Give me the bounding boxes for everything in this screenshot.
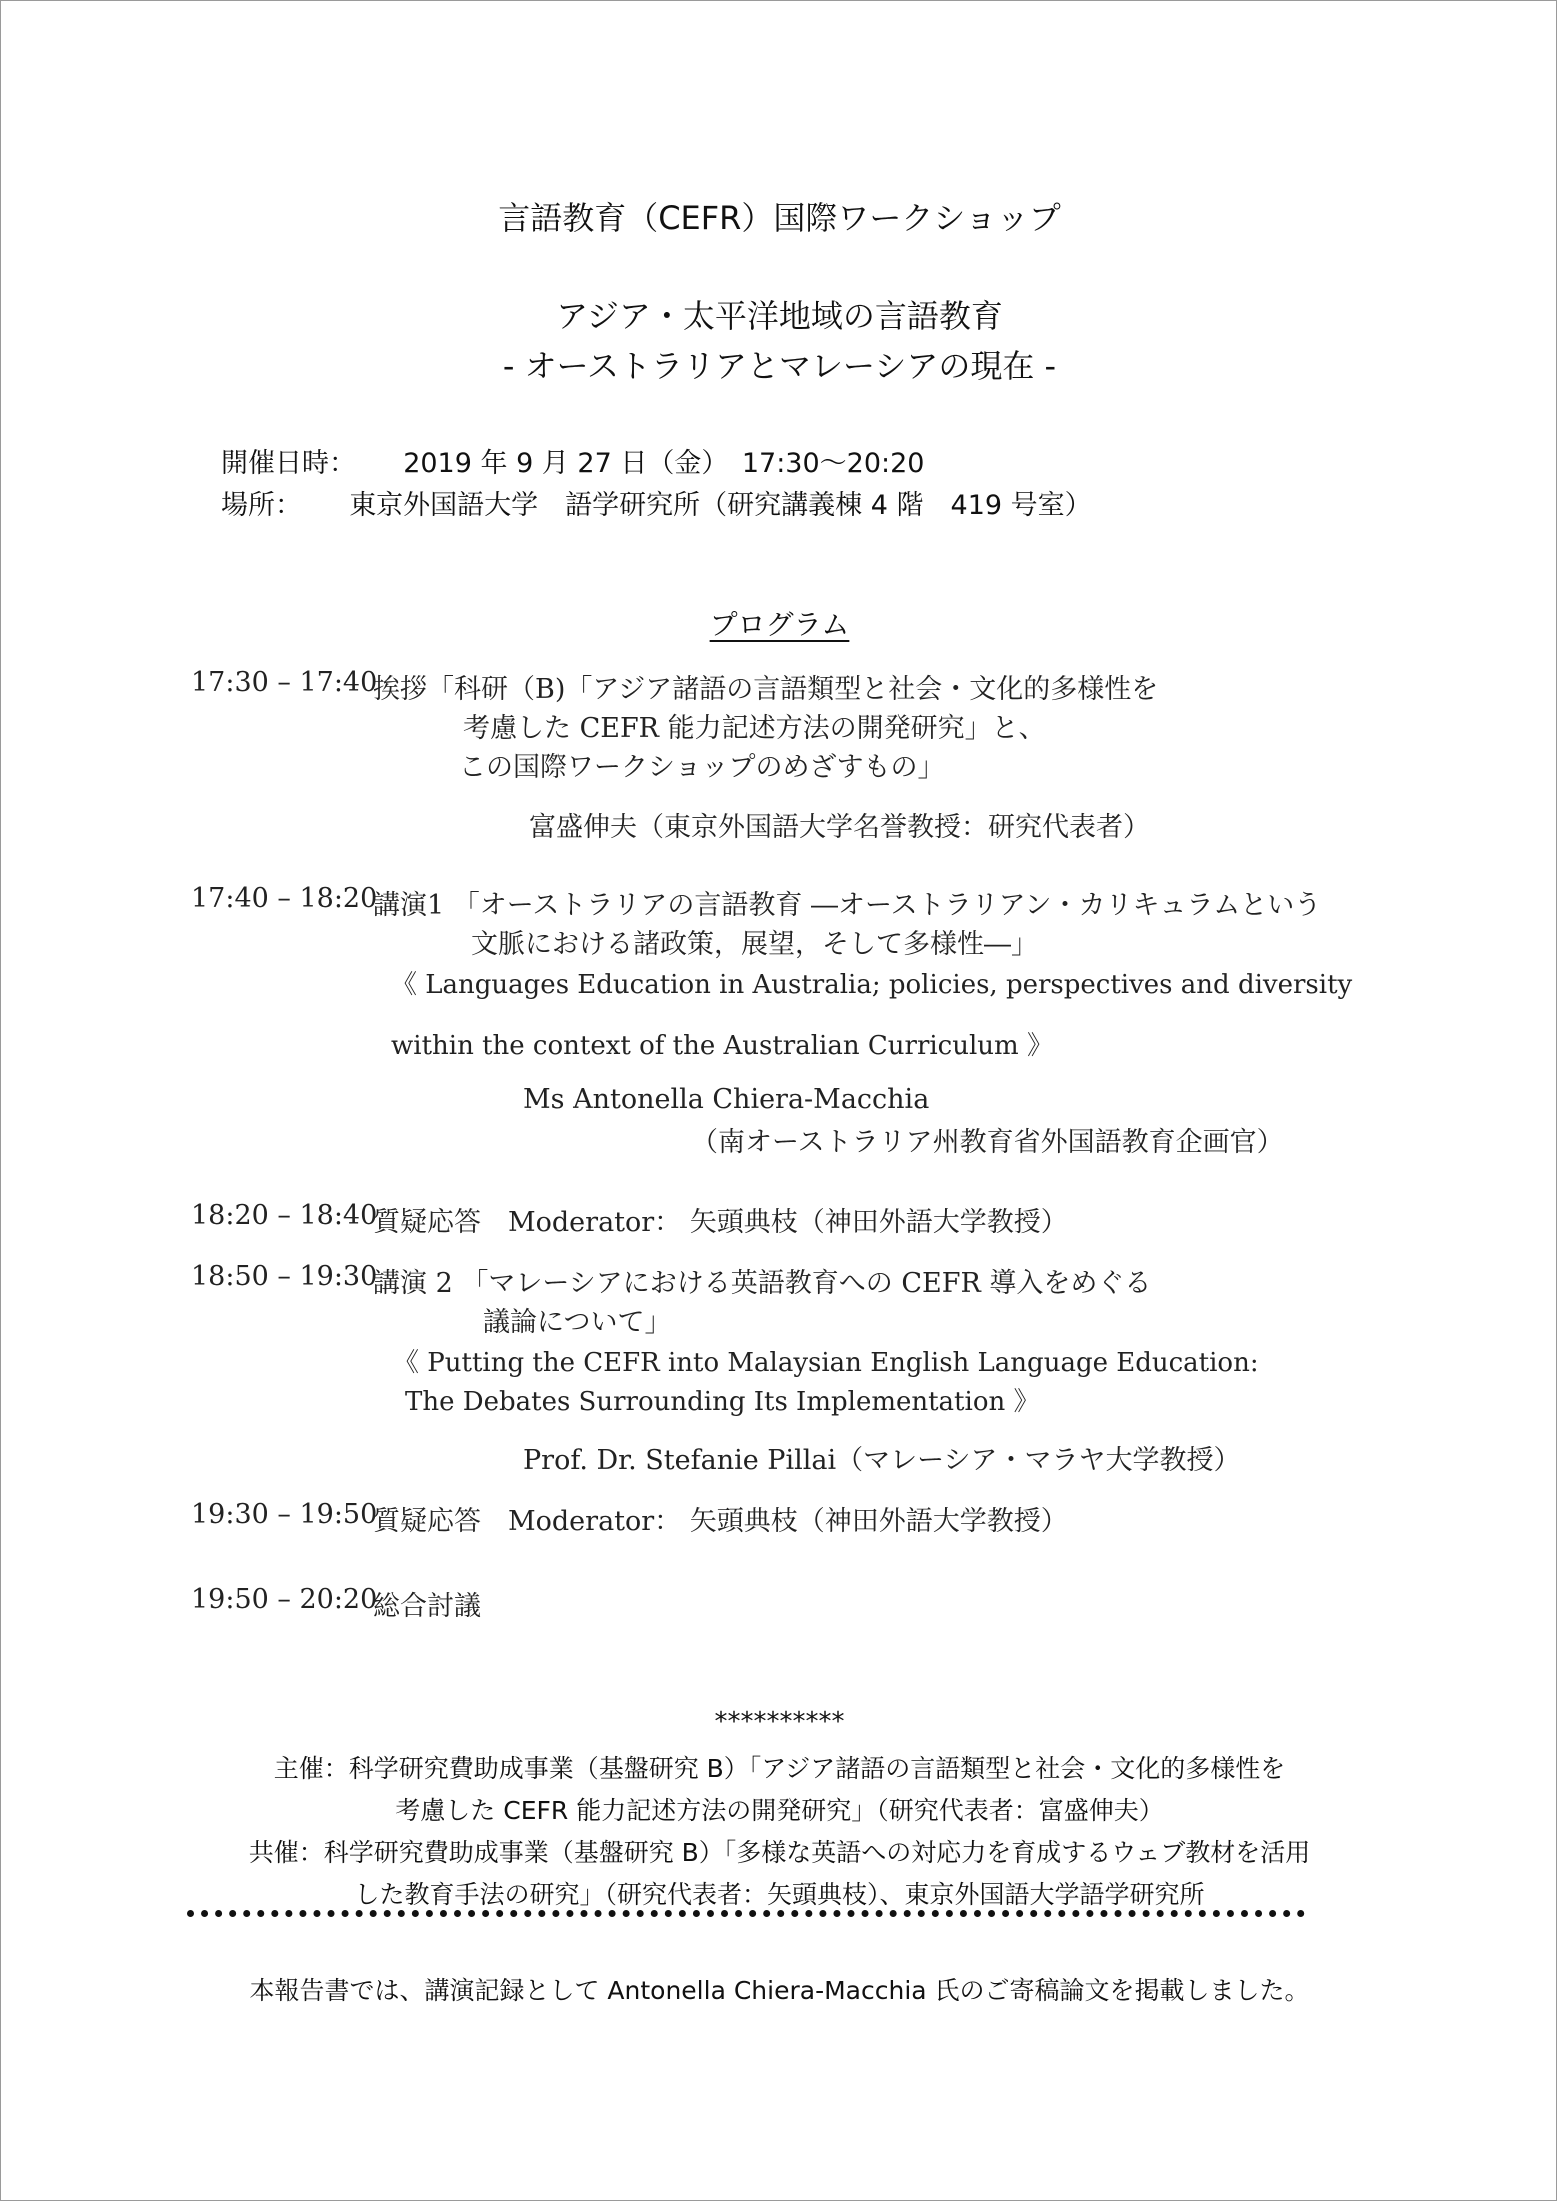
program-speaker: 富盛伸夫（東京外国語大学名誉教授：研究代表者） (529, 812, 1150, 843)
event-date-row (221, 441, 924, 480)
event-place-label: 場所： (221, 490, 302, 521)
program-line: この国際ワークショップのめざすもの」 (459, 752, 945, 783)
workshop-title: 言語教育（CEFR）国際ワークショップ (498, 199, 1061, 237)
program-speaker: Ms Antonella Chiera-Macchia (523, 1084, 930, 1115)
sponsor-line: 主催：科学研究費助成事業（基盤研究 B）「アジア諸語の言語類型と社会・文化的多様性を (273, 1754, 1286, 1783)
program-english-line: 《 Languages Education in Australia; policies, perspectives and diversity (391, 970, 1353, 1000)
program-heading: プログラム (709, 608, 850, 641)
program-english-line: The Debates Surrounding Its Implementation 》 (405, 1387, 1040, 1417)
program-line: 質疑応答 Moderator： 矢頭典枝（神田外語大学教授） (373, 1207, 1068, 1238)
program-line: 講演 2 「マレーシアにおける英語教育への CEFR 導入をめぐる (373, 1268, 1152, 1299)
program-english-line: within the context of the Australian Curriculum 》 (391, 1031, 1053, 1061)
program-line: 講演1 「オーストラリアの言語教育 ―オーストラリアン・カリキュラムという (373, 890, 1322, 921)
report-note: 本報告書では、講演記録として Antonella Chiera-Macchia 氏のご寄稿論文を掲載しました。 (249, 1976, 1310, 2005)
program-time: 19:50 – 20:20 (191, 1584, 378, 1615)
program-time: 17:30 – 17:40 (191, 667, 378, 698)
event-date-label: 開催日時： (221, 448, 356, 479)
program-time: 18:20 – 18:40 (191, 1200, 378, 1231)
dotted-divider (187, 1910, 1305, 1917)
program-time: 17:40 – 18:20 (191, 883, 378, 914)
program-time: 18:50 – 19:30 (191, 1261, 378, 1292)
sponsor-line: 考慮した CEFR 能力記述方法の開発研究」（研究代表者：富盛伸夫） (395, 1796, 1164, 1825)
sponsor-line: 共催：科学研究費助成事業（基盤研究 B）「多様な英語への対応力を育成するウェブ教材を活用 (248, 1838, 1311, 1867)
program-line: 文脈における諸政策，展望，そして多様性―」 (471, 929, 1038, 960)
program-line: 総合討議 (373, 1591, 481, 1622)
program-line: 議論について」 (483, 1307, 672, 1338)
program-english-line: 《 Putting the CEFR into Malaysian English Language Education: (393, 1348, 1259, 1378)
program-line: 質疑応答 Moderator： 矢頭典枝（神田外語大学教授） (373, 1506, 1068, 1537)
program-line: 挨拶「科研（B)「アジア諸語の言語類型と社会・文化的多様性を (373, 674, 1159, 705)
workshop-subtitle-line2: - オーストラリアとマレーシアの現在 - (502, 347, 1057, 385)
workshop-subtitle-line1: アジア・太平洋地域の言語教育 (556, 297, 1003, 335)
event-date-value: 2019 年 9 月 27 日（金） 17:30～20:20 (403, 448, 925, 479)
sponsor-divider-stars: ********** (714, 1707, 845, 1737)
sponsor-line: した教育手法の研究」（研究代表者：矢頭典枝）、東京外国語大学語学研究所 (354, 1880, 1205, 1909)
program-speaker-affiliation: （南オーストラリア州教育省外国語教育企画官） (691, 1127, 1284, 1158)
program-speaker: Prof. Dr. Stefanie Pillai（マレーシア・マラヤ大学教授） (523, 1445, 1241, 1476)
event-place-row (221, 483, 1092, 522)
program-time: 19:30 – 19:50 (191, 1499, 378, 1530)
program-line: 考慮した CEFR 能力記述方法の開発研究」と、 (463, 713, 1046, 744)
event-place-value: 東京外国語大学 語学研究所（研究講義棟 4 階 419 号室） (349, 490, 1092, 521)
